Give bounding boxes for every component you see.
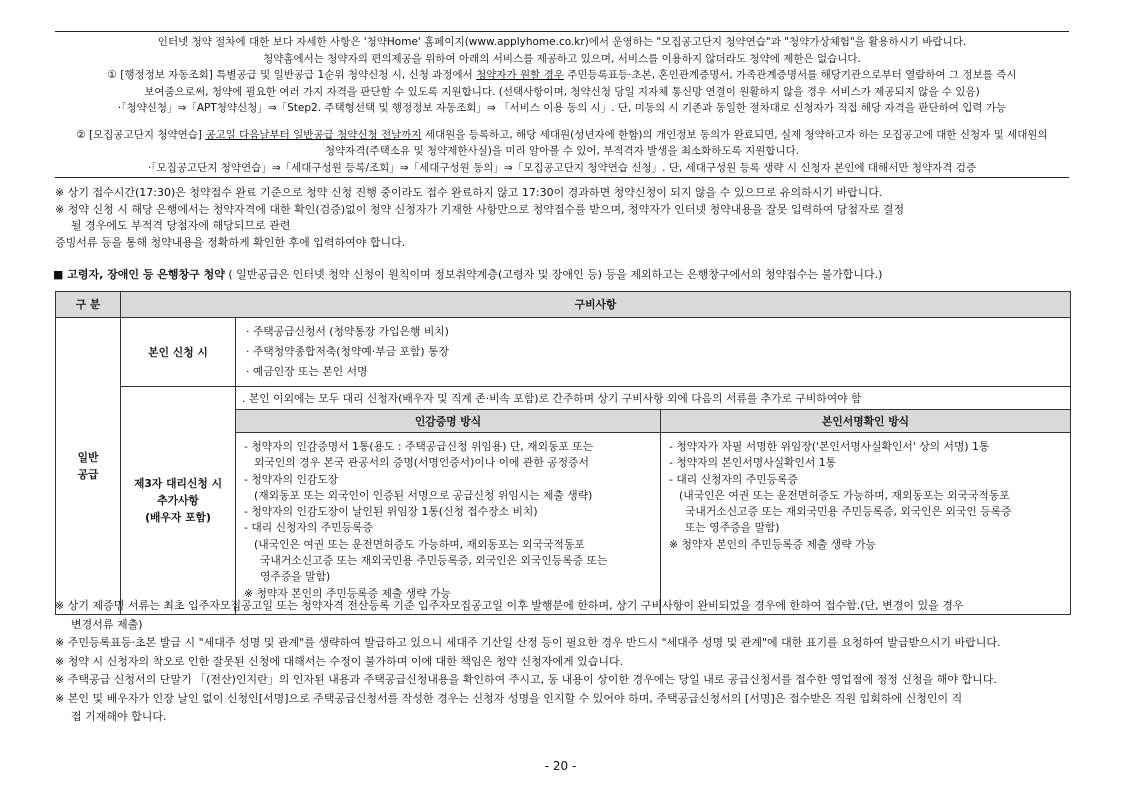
- list-item: - 대리 신청자의 주민등록증: [244, 521, 373, 535]
- list-item: - 청약자의 인감도장이 날인된 위임장 1통(신청 접수장소 비치): [244, 505, 538, 519]
- requirements-table: [55, 291, 1071, 615]
- list-item: 국내거소신고증 또는 재외국민용 주민등록증, 외국인은 외국인등록증 또는: [260, 554, 608, 568]
- proxy-apply-label: 제3자 대리신청 시 추가사항 (배우자 포함): [121, 387, 236, 615]
- note-item: ※ 본인 및 배우자가 인장 날인 없이 신청인[서명]으로 주택공급신청서를 작성한 경우는 신청자 성명을 인지할 수 있어야 하며, 주택공급신청서의 [서명]은 접수받은 직원 입회하에 신청인이 직 접 기재해야 합니다.: [55, 691, 963, 723]
- list-item: (내국인은 여권 또는 운전면허증도 가능하며, 재외동포는 외국국적동포: [679, 488, 1010, 502]
- header-requirements: 구비사항: [121, 292, 1071, 318]
- list-item: · 주택공급신청서 (청약통장 가입은행 비치): [246, 325, 449, 338]
- underlined-text: 청약자가 원할 경우: [476, 69, 564, 81]
- underlined-text: 공고일 다음날부터 일반공급 청약신청 전날까지: [205, 128, 422, 141]
- note-item: ※ 주민등록표등·초본 발급 시 "세대주 성명 및 관계"를 생략하여 발급하고 있으니 세대주 기산일 산정 등이 필요한 경우 반드시 "세대주 성명 및 관계"에 대한 표기를 요청하여 발급받으시기 바랍니다.: [55, 636, 1001, 649]
- category-cell: 일반 공급: [56, 318, 121, 615]
- sign-method-header: 본인서명확인 방식: [661, 410, 1071, 433]
- note-item: ※ 청약 신청 시 해당 은행에서는 청약자격에 대한 확인(검증)없이 청약 신청자가 기재한 사항만으로 청약접수를 받으며, 청약자가 인터넷 청약내용을 잘못 입력하여 당첨자로 결정 될 경우에도 부적격 당첨자에 해당되므로 관련 증빙서류 등을 통해 청약내용을 정확하게 확인한 후에 입력하여야 합니다.: [55, 202, 905, 249]
- list-item: · 예금인장 또는 본인 서명: [246, 365, 368, 378]
- list-item: ※ 청약자 본인의 주민등록증 제출 생략 가능: [669, 537, 876, 551]
- seal-method-list: [236, 433, 661, 615]
- list-item: - 대리 신청자의 주민등록증: [669, 472, 798, 486]
- info-line: 보여줌으로써, 청약에 필요한 여러 가지 자격을 판단할 수 있도록 지원합니다. (선택사항이며, 청약신청 당일 지자체 통신망 연결이 원활하지 않을 경우 서비스가 제공되지 않을 수 있음): [144, 85, 980, 98]
- table-row: [56, 318, 1071, 387]
- header-category: 구 분: [56, 292, 121, 318]
- proxy-intro: . 본인 이외에는 모두 대리 신청자(배우자 및 직계 존·비속 포함)로 간주하며 상기 구비사항 외에 다음의 서류를 추가로 구비하여야 함: [236, 387, 1071, 410]
- table-header-row: [56, 292, 1071, 318]
- list-item: - 청약자가 자필 서명한 위임장('본인서명사실확인서' 상의 서명) 1통: [669, 440, 990, 453]
- notes-bottom: [55, 597, 1073, 727]
- note-item: ※ 상기 제증명 서류는 최초 입주자모집공고일 또는 청약자격 전산등록 기준 입주자모집공고일 이후 발행분에 한하며, 상기 구비사항이 완비되었을 경우에 한하여 접수함.(단, 변경이 있을 경우 변경서류 제출): [55, 599, 964, 631]
- online-apply-info-box: [55, 31, 1069, 178]
- list-item: ※ 청약자 본인의 주민등록증 제출 생략 가능: [244, 586, 451, 600]
- list-item: 또는 영주증을 말함): [685, 521, 780, 535]
- seal-method-header: 인감증명 방식: [236, 410, 661, 433]
- sign-method-list: [661, 433, 1071, 615]
- note-item: ※ 청약 시 신청자의 착오로 인한 잘못된 신청에 대해서는 수정이 불가하며 이에 대한 책임은 청약 신청자에게 있습니다.: [55, 654, 624, 668]
- list-item: (내국인은 여권 또는 운전면허증도 가능하며, 재외동포는 외국국적동포: [254, 537, 585, 551]
- info-item-1: ① [행정정보 자동조회] 특별공급 및 일반공급 1순위 청약신청 시, 신청 과정에서 청약자가 원할 경우 주민등록표등·초본, 혼인관계증명서, 가족관계증명서를 해당기관으로부터 열람하여 그 정보를 즉시: [107, 69, 1017, 81]
- list-item: - 청약자의 인감도장: [244, 472, 339, 486]
- list-item: - 청약자의 본인서명사실확인서 1통: [669, 456, 837, 470]
- table-row: [56, 387, 1071, 410]
- info-path-line: ·「모집공고단지 청약연습」⇒「세대구성원 등록/조회」⇒「세대구성원 동의」⇒「모집공고단지 청약연습 신청」. 단, 세대구성원 등록 생략 시 신청자 본인에 대해서만 청약자격 검증: [147, 161, 977, 174]
- list-item: - 청약자의 인감증명서 1통(용도 : 주택공급신청 위임용) 단, 재외동포 또는: [244, 440, 594, 453]
- note-item: ※ 상기 접수시간(17:30)은 청약접수 완료 기준으로 청약 신청 진행 중이라도 접수 완료하지 않고 17:30이 경과하면 청약신청이 되지 않을 수 있으므로 유의하시기 바랍니다.: [55, 186, 883, 199]
- page-number: - 20 -: [544, 759, 577, 773]
- list-item: 국내거소신고증 또는 재외국민용 주민등록증, 외국인은 외국인 등록증: [685, 505, 1012, 519]
- list-item: · 주택청약종합저축(청약예·부금 포함) 통장: [246, 345, 449, 358]
- info-line: 청약자격(주택소유 및 청약제한사실)을 미리 알아볼 수 있어, 부적격자 발생을 최소화하도록 지원합니다.: [324, 145, 800, 157]
- self-apply-items: [236, 318, 1071, 387]
- section-heading: ■ 고령자, 장애인 등 은행창구 청약 ( 일반공급은 인터넷 청약 신청이 원칙이며 정보취약계층(고령자 및 장애인 등) 등을 제외하고는 은행창구에서의 청약접수는 불가합니다.): [53, 268, 883, 281]
- list-item: 영주증을 말함): [260, 570, 331, 584]
- info-line: 청약홈에서는 청약자의 편의제공을 위하여 아래의 서비스를 제공하고 있으며, 서비스를 이용하지 않더라도 청약에 제한은 없습니다.: [263, 52, 861, 65]
- info-line: 인터넷 청약 절차에 대한 보다 자세한 사항은 '청약Home' 홈페이지(www.applyhome.co.kr)에서 운영하는 "모집공고단지 청약연습"과 "청약가상체험"을 활용하시기 바랍니다.: [157, 36, 967, 48]
- note-item: ※ 주택공급 신청서의 단말기 「(전산)인지란」의 인자된 내용과 주택공급신청내용을 확인하여 주시고, 동 내용이 상이한 경우에는 당일 내로 공급신청서를 접수한 영업점에 정정 신청을 해야 합니다.: [55, 673, 997, 686]
- info-path-line: ·「청약신청」⇒「APT청약신청」⇒「Step2. 주택형선택 및 행정정보 자동조회」⇒ 「서비스 이용 동의 시」. 단, 미동의 시 기존과 동일한 절차대로 신청자가 직접 해당 자격을 판단하여 입력 가능: [117, 102, 1007, 114]
- list-item: (재외동포 또는 외국인이 인증된 서명으로 공급신청 위임시는 제출 생략): [254, 488, 593, 502]
- info-item-2: ② [모집공고단지 청약연습] 공고일 다음날부터 일반공급 청약신청 전날까지 세대원을 등록하고, 해당 세대원(성년자에 한함)의 개인정보 동의가 완료되면, 실제 청약하고자 하는 모집공고에 대한 신청자 및 세대원의: [76, 128, 1048, 141]
- notes-top: [55, 185, 1071, 251]
- self-apply-label: 본인 신청 시: [121, 318, 236, 387]
- list-item: 외국인의 경우 본국 관공서의 증명(서명인증서)이나 이에 관한 공정증서: [254, 456, 589, 470]
